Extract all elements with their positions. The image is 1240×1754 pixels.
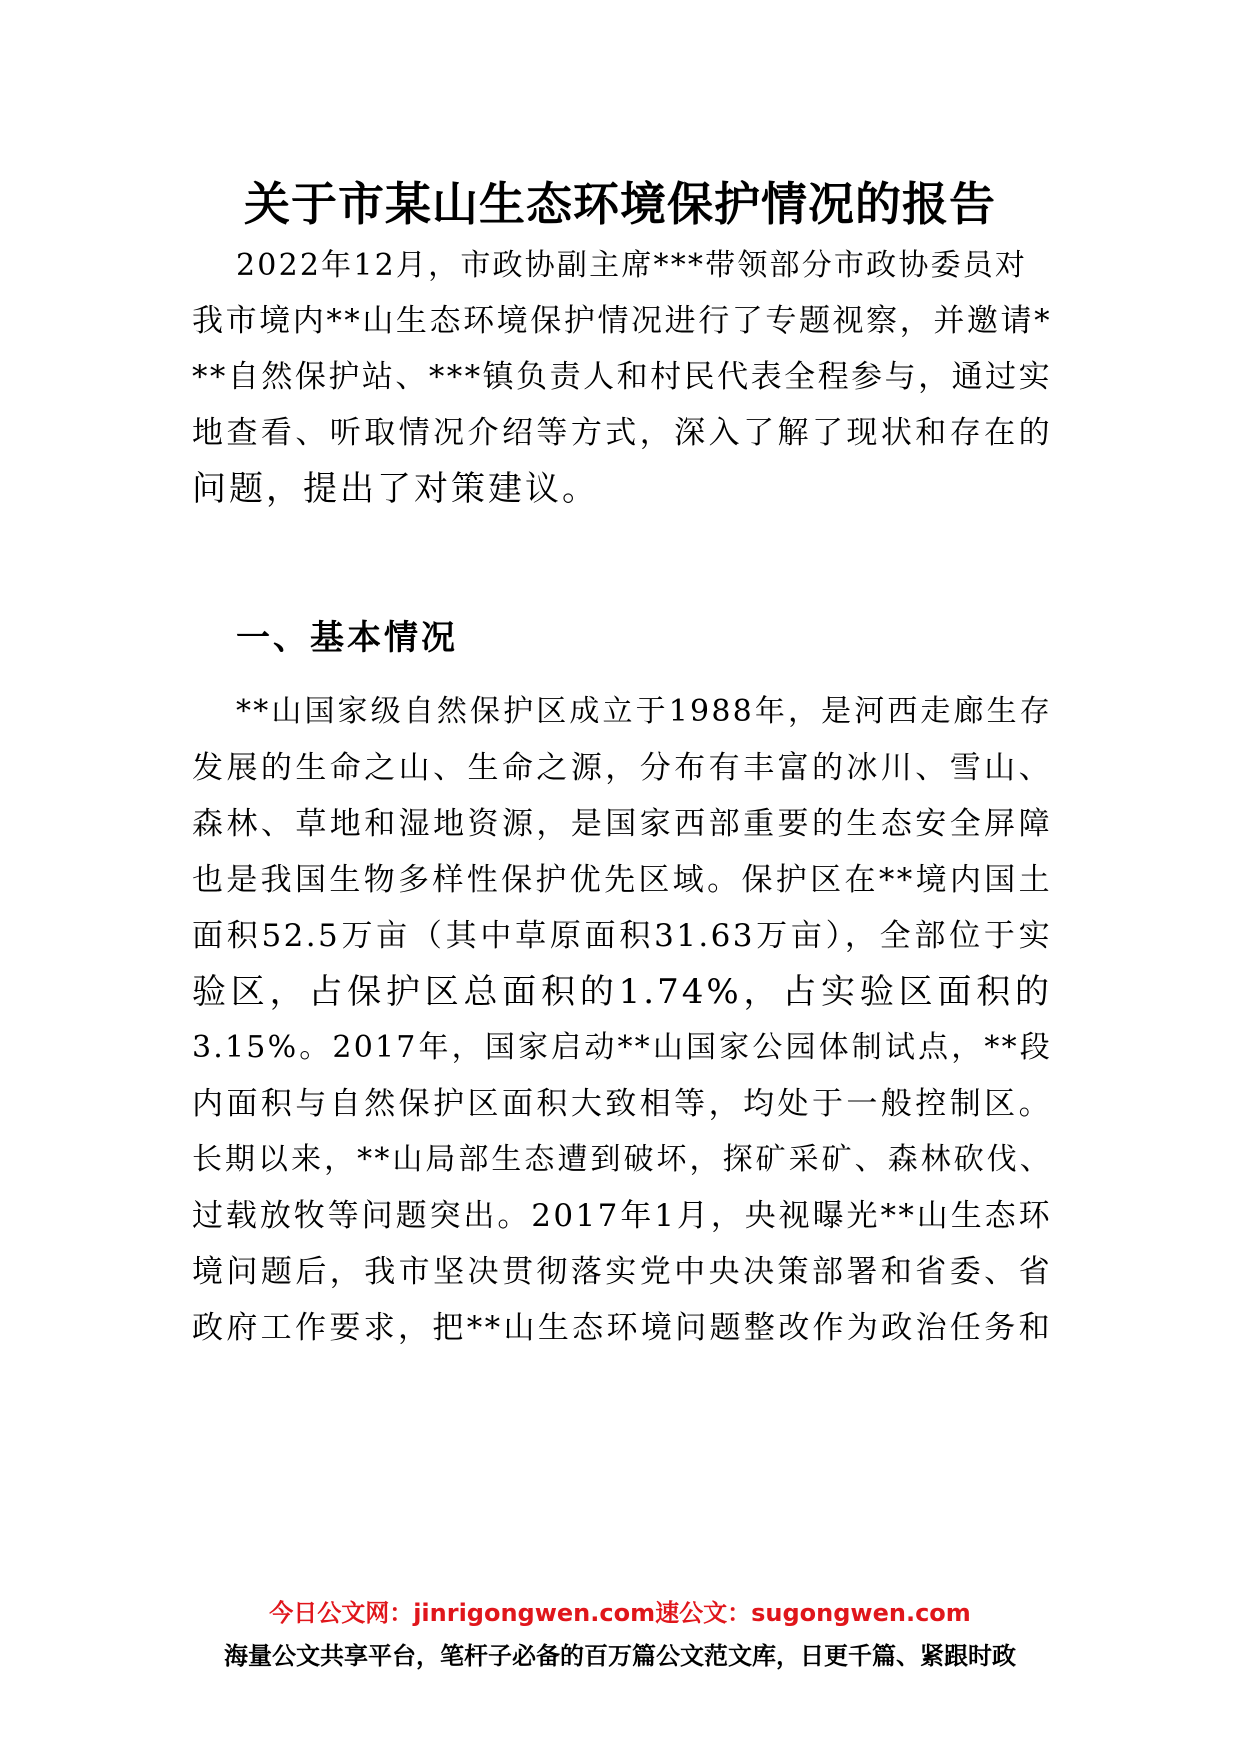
body-line: 境问题后，我市坚决贯彻落实党中央决策部署和省委、省	[192, 1254, 1052, 1290]
body-line: 验区，占保护区总面积的1.74%，占实验区面积的	[192, 972, 1052, 1012]
section-heading: 一、基本情况	[236, 618, 458, 658]
intro-line: 2022年12月，市政协副主席***带领部分市政协委员对	[236, 248, 1028, 283]
body-line: **山国家级自然保护区成立于1988年，是河西走廊生存	[236, 694, 1052, 729]
body-line: 政府工作要求，把**山生态环境问题整改作为政治任务和	[192, 1310, 1052, 1346]
body-line: 发展的生命之山、生命之源，分布有丰富的冰川、雪山、	[192, 750, 1052, 786]
intro-line: 我市境内**山生态环境保护情况进行了专题视察，并邀请*	[192, 303, 1052, 339]
body-line: 内面积与自然保护区面积大致相等，均处于一般控制区。	[192, 1086, 1052, 1122]
body-line: 面积52.5万亩（其中草原面积31.63万亩），全部位于实	[192, 918, 1052, 954]
intro-line: **自然保护站、***镇负责人和村民代表全程参与，通过实	[192, 359, 1052, 395]
body-line: 长期以来，**山局部生态遭到破坏，探矿采矿、森林砍伐、	[192, 1142, 1052, 1177]
body-line: 也是我国生物多样性保护优先区域。保护区在**境内国土	[192, 862, 1052, 898]
footer-tagline: 海量公文共享平台，笔杆子必备的百万篇公文范文库，日更千篇、紧跟时政	[224, 1642, 1016, 1670]
intro-line: 问题，提出了对策建议。	[192, 469, 599, 509]
body-line: 过载放牧等问题突出。2017年1月，央视曝光**山生态环	[192, 1198, 1052, 1234]
body-line: 森林、草地和湿地资源，是国家西部重要的生态安全屏障	[192, 806, 1052, 842]
footer-website-links: 今日公文网：jinrigongwen.com速公文：sugongwen.com	[269, 1599, 971, 1627]
body-line: 3.15%。2017年，国家启动**山国家公园体制试点，**段	[192, 1030, 1052, 1065]
intro-line: 地查看、听取情况介绍等方式，深入了解了现状和存在的	[192, 415, 1052, 451]
page-title: 关于市某山生态环境保护情况的报告	[244, 177, 996, 231]
